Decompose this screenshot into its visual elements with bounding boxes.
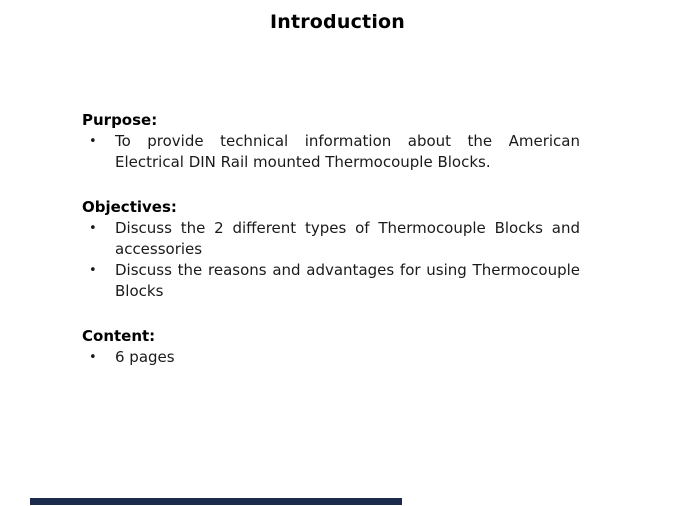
bullet-list bbox=[82, 218, 580, 302]
section-heading: Purpose: bbox=[82, 111, 158, 129]
section-objectives bbox=[82, 197, 580, 302]
slide-title: Introduction bbox=[269, 11, 406, 33]
section-heading: Objectives: bbox=[82, 198, 177, 216]
section-content bbox=[82, 326, 580, 368]
footer-bar bbox=[30, 498, 402, 505]
bullet-glyph: • bbox=[89, 350, 97, 365]
bullet-glyph: • bbox=[89, 134, 97, 149]
bullet-list bbox=[82, 131, 580, 173]
bullet-text: 6 pages bbox=[115, 348, 175, 366]
bullet-item bbox=[82, 218, 580, 260]
bullet-item bbox=[82, 131, 580, 173]
bullet-glyph: • bbox=[89, 221, 97, 236]
slide-body bbox=[82, 110, 580, 392]
section-purpose bbox=[82, 110, 580, 173]
bullet-text: To provide technical information about the American Electrical DIN Rail mounted Thermocouple Blocks. bbox=[115, 132, 580, 171]
bullet-text: Discuss the reasons and advantages for using Thermocouple Blocks bbox=[115, 261, 580, 300]
bullet-list bbox=[82, 347, 580, 368]
bullet-glyph: • bbox=[89, 263, 97, 278]
bullet-item bbox=[82, 347, 580, 368]
bullet-text: Discuss the 2 different types of Thermocouple Blocks and accessories bbox=[115, 219, 580, 258]
bullet-item bbox=[82, 260, 580, 302]
section-heading: Content: bbox=[82, 327, 156, 345]
